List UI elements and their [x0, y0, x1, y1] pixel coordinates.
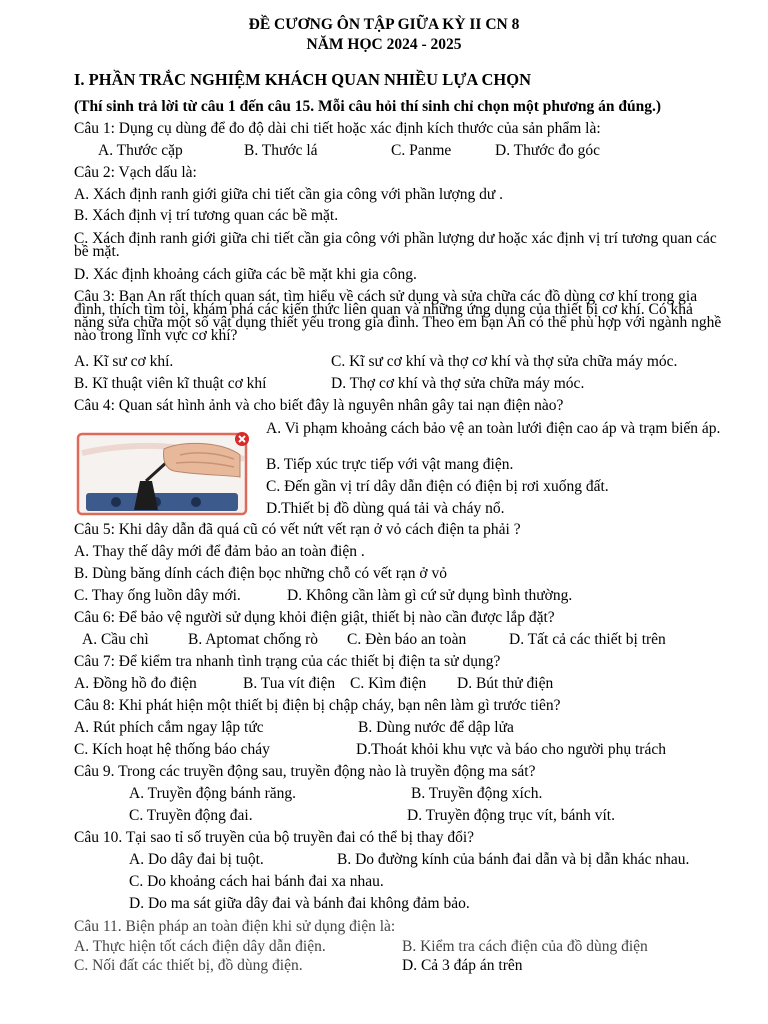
socket-hole — [191, 497, 201, 507]
question-6-option-b: B. Aptomat chống rò — [188, 631, 319, 648]
question-8-option-a: A. Rút phích cắm ngay lập tức — [74, 719, 264, 736]
question-9-stem: Câu 9. Trong các truyền động sau, truyền động nào là truyền động ma sát? — [74, 763, 536, 780]
question-8-option-b: B. Dùng nước để dập lửa — [358, 719, 514, 736]
question-5-option-c: C. Thay ống luồn dây mới. — [74, 587, 241, 604]
question-10-option-d: D. Do ma sát giữa dây đai và bánh đai không đảm bảo. — [129, 895, 470, 912]
question-8-stem: Câu 8: Khi phát hiện một thiết bị điện bị chập cháy, bạn nên làm gì trước tiên? — [74, 697, 561, 714]
question-5-option-d: D. Không cần làm gì cứ sử dụng bình thường. — [287, 587, 573, 604]
question-1-option-c: C. Panme — [391, 142, 452, 159]
question-5-stem: Câu 5: Khi dây dẫn đã quá cũ có vết nứt vết rạn ở vỏ cách điện ta phải ? — [74, 521, 521, 538]
question-10-option-a: A. Do dây đai bị tuột. — [129, 851, 264, 868]
question-6-option-a: A. Cầu chì — [82, 631, 149, 648]
question-3-option-c: C. Kĩ sư cơ khí và thợ cơ khí và thợ sửa chữa máy móc. — [331, 353, 678, 370]
question-9-option-c: C. Truyền động đai. — [129, 807, 253, 824]
question-8-option-d: D.Thoát khỏi khu vực và báo cho người phụ trách — [356, 741, 666, 758]
question-10-option-b: B. Do đường kính của bánh đai dẫn và bị dẫn khác nhau. — [337, 851, 690, 868]
question-4-option-a: A. Vi phạm khoảng cách bảo vệ an toàn lưới điện cao áp và trạm biến áp. — [266, 420, 721, 437]
document-title: ĐỀ CƯƠNG ÔN TẬP GIỮA KỲ II CN 8 — [248, 16, 520, 33]
question-5-option-a: A. Thay thế dây mới để đảm bảo an toàn điện . — [74, 543, 365, 560]
question-11-stem: Câu 11. Biện pháp an toàn điện khi sử dụng điện là: — [74, 918, 396, 935]
question-7-stem: Câu 7: Để kiểm tra nhanh tình trạng của các thiết bị điện ta sử dụng? — [74, 653, 501, 670]
section-heading: I. PHẦN TRẮC NGHIỆM KHÁCH QUAN NHIỀU LỰA CHỌN — [74, 70, 531, 89]
question-11-option-c: C. Nối đất các thiết bị, đồ dùng điện. — [74, 957, 303, 974]
question-11-option-d: D. Cả 3 đáp án trên — [402, 957, 523, 974]
question-11-option-a: A. Thực hiện tốt cách điện dây dẫn điện. — [74, 938, 326, 955]
socket-strip — [86, 493, 238, 511]
question-9-option-a: A. Truyền động bánh răng. — [129, 785, 297, 802]
question-3-option-a: A. Kĩ sư cơ khí. — [74, 353, 174, 370]
socket-hole — [111, 497, 121, 507]
question-4-option-b: B. Tiếp xúc trực tiếp với vật mang điện. — [266, 456, 514, 473]
question-4-option-d: D.Thiết bị đồ dùng quá tải và cháy nổ. — [266, 500, 505, 517]
section-instruction: (Thí sinh trả lời từ câu 1 đến câu 15. Mỗi câu hỏi thí sinh chỉ chọn một phương án đúng.) — [74, 98, 661, 115]
question-1-option-a: A. Thước cặp — [98, 142, 183, 159]
question-3-option-b: B. Kĩ thuật viên kĩ thuật cơ khí — [74, 375, 267, 392]
question-7-option-b: B. Tua vít điện — [243, 675, 336, 692]
question-2-option-d: D. Xác định khoảng cách giữa các bề mặt khi gia công. — [74, 266, 417, 283]
question-7-option-d: D. Bút thử điện — [457, 675, 554, 692]
question-4-option-c: C. Đến gần vị trí dây dẫn điện có điện bị rơi xuống đất. — [266, 478, 609, 495]
question-8-option-c: C. Kích hoạt hệ thống báo cháy — [74, 741, 270, 758]
question-9-option-d: D. Truyền động trục vít, bánh vít. — [407, 807, 615, 824]
question-3-option-d: D. Thợ cơ khí và thợ sửa chữa máy móc. — [331, 375, 585, 392]
question-2-option-a: A. Xách định ranh giới giữa chi tiết cần gia công với phần lượng dư . — [74, 186, 504, 203]
question-10-stem: Câu 10. Tại sao tỉ số truyền của bộ truyền đai có thể bị thay đổi? — [74, 829, 475, 846]
question-6-option-c: C. Đèn báo an toàn — [347, 631, 467, 648]
question-10-option-c: C. Do khoảng cách hai bánh đai xa nhau. — [129, 873, 384, 890]
question-7-option-a: A. Đồng hồ đo điện — [74, 675, 197, 692]
question-7-option-c: C. Kìm điện — [350, 675, 427, 692]
electrical-hazard-figure — [76, 431, 252, 517]
question-3-stem: Câu 3: Bạn An rất thích quan sát, tìm hiểu về cách sử dụng và sửa chữa các đồ dùng cơ khí trong gia đình, thích tìm tòi, khám phá các kiến thức liên quan và những ứng dụng của thiết bị cơ khí. Có khả năng sửa chữa một số vật dụng thiết yếu trong gia đình. Theo em bạn An có thể phù hợp với ngành nghề nào trong lĩnh vực cơ khí? — [74, 288, 722, 344]
question-1-option-b: B. Thước lá — [244, 142, 318, 159]
question-2-option-c: C. Xách định ranh giới giữa chi tiết cần gia công với phần lượng dư hoặc xác định vị trí tương quan các bề mặt. — [74, 230, 717, 260]
question-4-stem: Câu 4: Quan sát hình ảnh và cho biết đây là nguyên nhân gây tai nạn điện nào? — [74, 397, 564, 414]
question-11-option-b: B. Kiểm tra cách điện của đồ dùng điện — [402, 938, 648, 955]
question-2-option-b: B. Xách định vị trí tương quan các bề mặt. — [74, 207, 339, 224]
question-9-option-b: B. Truyền động xích. — [411, 785, 543, 802]
question-1-option-d: D. Thước đo góc — [495, 142, 600, 159]
question-5-option-b: B. Dùng băng dính cách điện bọc những chỗ có vết rạn ở vỏ — [74, 565, 448, 582]
question-2-stem: Câu 2: Vạch dấu là: — [74, 164, 197, 181]
question-6-option-d: D. Tất cả các thiết bị trên — [509, 631, 666, 648]
question-6-stem: Câu 6: Để bảo vệ người sử dụng khỏi điện giật, thiết bị nào cần được lắp đặt? — [74, 609, 555, 626]
question-1-stem: Câu 1: Dụng cụ dùng để đo độ dài chi tiết hoặc xác định kích thước của sản phẩm là: — [74, 120, 601, 137]
school-year: NĂM HỌC 2024 - 2025 — [306, 36, 462, 53]
